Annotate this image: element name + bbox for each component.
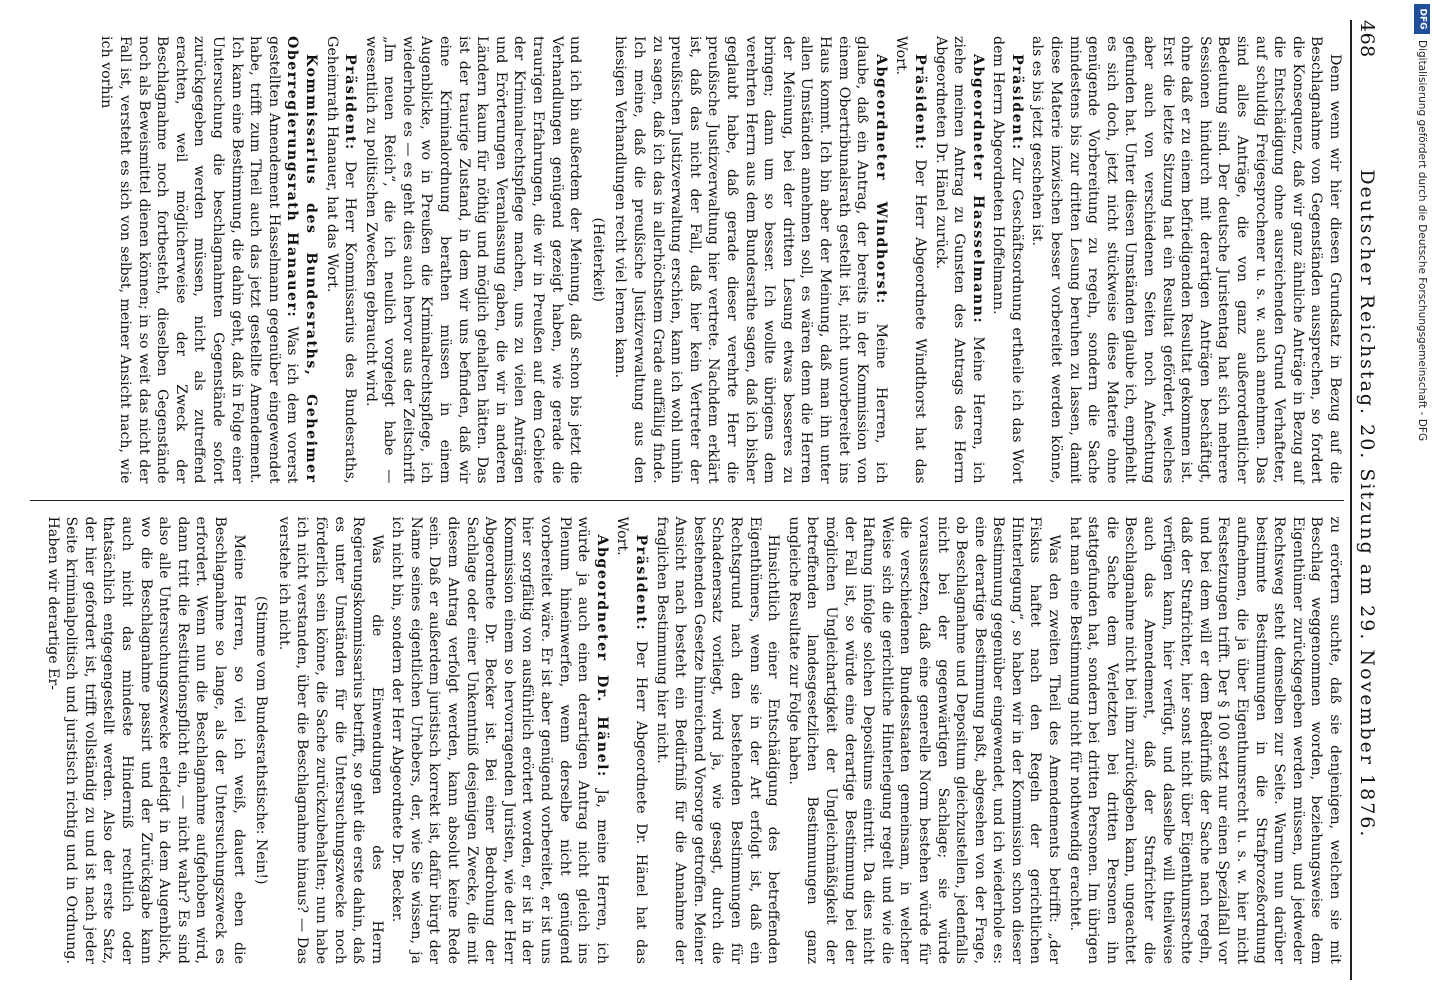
paragraph-text: Der Herr Abgeordnete Windthorst hat das Wort. bbox=[893, 36, 928, 484]
dfg-logo-text: DFG bbox=[1417, 8, 1428, 30]
paragraph bbox=[931, 36, 987, 484]
stage-direction: (Stimme vom Bundesrathstische: Nein!) bbox=[253, 595, 270, 885]
paragraph: Was den zweiten Theil des Amendements betrifft: „der Fiskus haftet nach den Regeln der gerichtlichen Hinterlegung“, so haben wir in der Kommission schon dieser Bestimmung gegenüber eingewendet, und ich wiederhole es: eine derartige Bestimmung paßt, abgesehen von der Frage, ob Beschlagnahme und Depositum gleichzustellen, jedenfalls nicht bei der gegenwärtigen Sachlage; sie würde voraussetzen, daß eine generelle Norm bestehen würde für die verschiedenen Bundesstaaten gemeinsam, in welcher Weise sich die gerichtliche Hinterlegung regelt und wie die Haftung infolge solchen Depositums eintritt. Da dies nicht der Fall ist, so würde eine derartige Bestimmung bei der möglichen Ungleichartigkeit der Ungleichmäßigkeit der betreffenden landesgesetzlichen Bestimmungen ganz ungleiche Resultate zur Folge haben. bbox=[785, 516, 1063, 964]
paragraph: und ich bin außerdem der Meinung, daß schon bis jetzt die Verhandlungen genügend gezeigt haben, wie gerade die traurigen Erfahrungen, die wir in Preußen auf dem Gebiete der Kriminalrechtspflege machen, uns zu vielen Anträgen und Erörterungen Veranlassung gaben, die wir in anderen Ländern kaum für nöthig und möglich gehalten hätten. Das ist der traurige Zustand, in dem wir uns befinden, daß wir eine Kriminalordnung berathen müssen in einem Augenblicke, wo in Preußen die Kriminalrechtspflege, ich wiederhole es — es geht dies auch hervor aus der Zeitschrift „Im neuen Reich“, die ich neulich vorgelegt habe — wesentlich zu politischen Zwecken gebraucht wird. bbox=[362, 36, 584, 484]
speaker: Abgeordneter Hassselmann: bbox=[969, 54, 986, 325]
speaker: Kommissarius des Bundesraths, Geheimer Oberregierungsrath Hanauer: bbox=[284, 36, 319, 484]
dfg-funding-note bbox=[1414, 40, 1430, 600]
dfg-funding-text: Digitalisierung gefördert durch die Deutsche Forschungsgemeinschaft - DFG bbox=[1416, 40, 1428, 442]
paragraph: zu erörtern suchte, daß sie denjenigen, welchen sie mit Beschlag weggenommen worden, beziehungsweise dem Eigenthümer zurückgegeben werden müssen, und jedweder Rechtsweg steht demselben zur Seite. Warum nun darüber bestimmte Bestimmungen in die Strafprozeßordnung aufnehmen, die ja über Eigenthumsrecht u. s. w. hier nicht Festsetzungen trifft. Der § 100 setzt nur einen Spezialfall vor und bei dem will er dem Bedürfniß der Sache nach regeln, daß der Strafrichter, hier sonst nicht über Eigenthumsrechte verfügen kann, hier verfügt, und dasselbe will theilweise auch das Amendement, daß der Strafrichter die Beschlagnahme nicht bei ihm zurückgeben kann, ungeachtet die Sache dem Verletzten bei dritten Personen ihn stattgefunden hat, sondern bei dritten Personen. Im übrigen hat man eine Bestimmung nicht für nothwendig erachtet. bbox=[1066, 516, 1343, 964]
speaker: Präsident: bbox=[911, 54, 928, 151]
paragraph: Denn wenn wir hier diesen Grundsatz in Bezug auf die Beschlagnahme von Gegenständen aussprechen, so fordert die Konsequenz, daß wir ganz ähnliche Anträge in Bezug auf die Entschädigung ohne ausreichenden Grund Verhafteter, auf schuldig Freigesprochener u. s. w. auch annehmen. Das sind alles Anträge, die von ganz außerordentlicher Bedeutung sind. Der deutsche Juristentag hat sich mehrere Sessionen hindurch mit derartigen Anträgen beschäftigt, ohne daß er zu einem befriedigenden Resultat gekommen ist. Erst die letzte Sitzung hat ein Resultat gefördert, welches aber auch von verschiedenen Seiten noch Anfechtung gefunden hat. Unter diesen Umständen glaube ich, empfiehlt es sich doch, jetzt nicht stückweise diese Materie ohne genügende Vorbereitung zu regeln, sondern die Sache mindestens bis zur dritten Lesung beruhen zu lassen, damit diese Materie inzwischen besser vorbereitet werden könne, als es bis jetzt geschehen ist. bbox=[1029, 36, 1343, 484]
left-column bbox=[30, 20, 1344, 500]
paragraph-text: Der Herr Abgeordnete Dr. Hänel hat das Wort. bbox=[614, 516, 650, 964]
paragraph bbox=[97, 36, 320, 484]
paragraph bbox=[388, 517, 611, 965]
paragraph-text: Ja, meine Herren, ich würde ja auch einen derartigen Antrag nicht gleich ins Plenum hineinwerfen, wenn derselbe nicht genügend vorbereitet wäre. Er ist aber genügend vorbereitet, er ist uns hier sorgfältig von ausführlich erörtert worden, er ist in der Kommission einem so hervorragenden Juristen, wie der Herr Abgeordnete Dr. Becker ist. Bei einer Bedrohung der Sachlage oder einer Unkenntniß desjenigen Zwecke, die mit diesem Antrag verfolgt werden, kann absolut keine Rede sein. Daß er außerdem juristisch korrekt ist, dafür bürgt der Name seines eigentlichen Urhebers, der, wie Sie wissen, ja ich nicht bin, sondern der Herr Abgeordnete Dr. Becker. bbox=[389, 516, 610, 964]
paragraph-text: Zur Geschäftsordnung ertheile ich das Wort dem Herrn Abgeordneten Hoffelmann. bbox=[990, 36, 1025, 484]
right-column bbox=[30, 500, 1344, 981]
paragraph: Was die Einwendungen des Herrn Regierungskommissarius betrifft, so geht die erste dahin, daß es unter Umständen für die Untersuchungszwecke noch förderlich sein könne, die Sache zurückzubehalten; nun habe ich nicht verstanden, über die Beschlagnahme hinaus? — Das verstehe ich nicht. bbox=[275, 516, 385, 964]
speaker: Abgeordneter Windhorst: bbox=[872, 54, 889, 305]
paragraph-text: Meine Herren, ich glaube, daß ein Antrag, der bereits in der Kommission von einem Obertribunalsrath gestellt ist, nicht unvorbereitet ins Haus kommt. Ich bin aber der Meinung, daß man ihn unter allen Umständen annehmen soll, es wären denn die Herren der Meinung, bei der dritten Lesung etwas besseres zu bringen; dann um so besser. Ich wollte übrigens dem verehrten Herrn aus dem Bundesrathe sagen, daß ich bisher geglaubt habe, daß gerade dieser verehrte Herr die preußische Justizverwaltung hier vertrete. Nachdem erklärt ist, daß das nicht der Fall, daß hier kein Vertreter der preußischen Justizverwaltung erschien, kann ich wohl umhin zu sagen, daß ich das in allerhöchstem Grade auffällig finde. Ich meine, daß die preußische Justizverwaltung aus den hiesigen Verhandlungen recht viel lernen kann. bbox=[612, 36, 889, 484]
paragraph bbox=[613, 517, 650, 965]
paragraph bbox=[322, 36, 359, 484]
paragraph bbox=[611, 36, 890, 484]
paragraph bbox=[989, 36, 1026, 484]
dfg-sidebar bbox=[1412, 0, 1432, 1000]
page-header bbox=[1350, 20, 1388, 980]
paragraph-text: Was ich dem vorerst gestellten Amendement Hasselmann gegenüber eingewendet habe, trifft zum Theil auch das jetzt gestellte Amendement. Ich kann eine Bestimmung, die dahin geht, daß in Folge einer Untersuchung die beschlagnahmten Gegenstände sofort zurückgegeben werden müssen, nicht als zutreffend erachten, weil möglicherweise der Zweck der Beschlagnahme noch fortbesteht, dieselben Gegenstände noch als Beweismittel dienen können; in so weit das nicht der Fall ist, versteht es sich von selbst, meiner Ansicht nach, wie ich vorhin bbox=[98, 36, 301, 484]
dfg-logo bbox=[1414, 4, 1430, 34]
text-columns bbox=[30, 20, 1344, 980]
speaker: Abgeordneter Dr. Hänel: bbox=[593, 534, 610, 778]
page-title: Deutscher Reichstag. 20. Sitzung am 29. November 1876. bbox=[1356, 169, 1378, 839]
speaker: Präsident: bbox=[342, 54, 359, 151]
speaker: Präsident: bbox=[1008, 54, 1025, 151]
paragraph-text: Meine Herren, ich ziehe meinen Antrag zu Gunsten des Antrags des Herrn Abgeordneten Dr. Hänel zurück. bbox=[932, 36, 986, 484]
stage-direction: (Heiterkeit) bbox=[589, 217, 606, 302]
paragraph: Hinsichtlich einer Entschädigung des betreffenden Eigenthümers, wenn sie in der Art erfolgt ist, daß ein Rechtsgrund nach den bestehenden Bestimmungen für Schadenersatz vorliegt, wird ja, wie gesagt, durch die bestehenden Gesetze hinreichend Vorsorge getroffen. Meiner Ansicht nach besteht ein Bedürfniß für die Annahme der fraglichen Bestimmung hier nicht. bbox=[653, 516, 782, 964]
paragraph: Meine Herren, so viel ich weiß, dauert eben die Beschlagnahme so lange, als der Untersuchungszweck es erfordert. Wenn nun die Beschlagnahme aufgehoben wird, dann tritt die Restitutionspflicht ein, — nicht wahr? Es sind also alle Untersuchungszwecke erledigt in dem Augenblick, wo die Beschlagnahme passirt und der Zurückgabe kann auch nicht das mindeste Hinderniß rechtlich oder thatsächlich entgegengestellt werden. Also der erste Satz, der hier gefordert ist, trifft vollständig zu und ist nach jeder Seite kriminalpolitisch und juristisch richtig und in Ordnung. Haben wir derartige Er- bbox=[44, 516, 247, 964]
speaker: Präsident: bbox=[633, 534, 650, 632]
paragraph-text: Der Herr Kommissarius des Bundesraths, Geheimrath Hanauer, hat das Wort. bbox=[323, 36, 359, 484]
page-number: 468 bbox=[1356, 20, 1378, 58]
paragraph bbox=[892, 36, 929, 484]
